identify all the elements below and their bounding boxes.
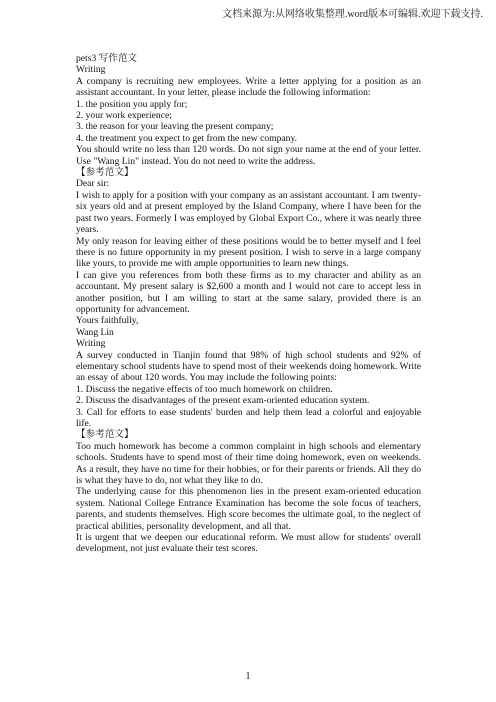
closing: Yours faithfully,: [76, 315, 139, 327]
paragraph: I wish to apply for a position with your company as an assistant accountant. I am twenty-six years old and at present employed by the Island Company, where I have been for the past two years. Formerly I was employed by Global Export Co., where it was nearly three years.: [76, 189, 421, 236]
requirement-item: 2. your work experience;: [76, 110, 172, 122]
sample-heading: 【参考范文】: [76, 167, 134, 179]
requirement-item: 3. the reason for your leaving the present company;: [76, 121, 274, 133]
paragraph: My only reason for leaving either of these positions would be to better myself and I feel there is no future opportunity in my present position. I wish to serve in a large company like yours, to provide me with ample opportunities to learn new things.: [76, 235, 421, 270]
task-prompt: A company is recruiting new employees. Write a letter applying for a position as an assistant accountant. In your letter, please include the following information:: [76, 75, 421, 99]
requirement-item: 1. Discuss the negative effects of too much homework on children.: [76, 383, 333, 395]
signature-name: Wang Lin: [76, 326, 114, 338]
requirement-item: 1. the position you apply for;: [76, 98, 188, 110]
task-prompt: A survey conducted in Tianjin found that 98% of high school students and 92% of elementary school students have to spend most of their weekends doing homework. Write an essay of about 120 words. You may include the following points:: [76, 349, 421, 384]
paragraph: It is urgent that we deepen our educational reform. We must allow for students' overall development, not just evaluate their test scores.: [76, 532, 421, 555]
sample-heading: 【参考范文】: [76, 429, 134, 441]
section-heading: Writing: [76, 338, 106, 350]
page-header: 文档来源为:从网络收集整理.word版本可编辑.欢迎下载支持.: [222, 9, 483, 20]
page-number: 1: [245, 671, 251, 682]
task-instruction: You should write no less than 120 words. Do not sign your name at the end of your letter. Use "Wang Lin" instead. You do not need to write the address.: [76, 144, 421, 167]
salutation: Dear sir:: [76, 178, 110, 190]
section-heading: Writing: [76, 64, 106, 76]
paragraph: I can give you references from both these firms as to my character and ability as an accountant. My present salary is $2,600 a month and I would not care to accept less in another position, but I am willing to start at the same salary, provided there is an opportunity for advancement.: [76, 269, 421, 315]
requirement-item: 4. the treatment you expect to get from the new company.: [76, 132, 298, 144]
doc-title: pets3 写作范文: [76, 53, 138, 64]
paragraph: Too much homework has become a common complaint in high schools and elementary schools. Students have to spend most of their time doing homework, even on weekends. As a result, they have no time for their hobbies, or for their parents or friends. All they do is what they have to do, not what they like to do.: [76, 440, 421, 487]
requirement-item: 3. Call for efforts to ease students' burden and help them lead a colorful and enjoyable life.: [76, 406, 421, 429]
document-body: [76, 53, 421, 555]
requirement-item: 2. Discuss the disadvantages of the present exam-oriented education system.: [76, 395, 370, 407]
paragraph: The underlying cause for this phenomenon lies in the present exam-oriented education system. National College Entrance Examination has become the sole focus of teachers, parents, and students themselves. High score becomes the ultimate goal, to the neglect of practical abilities, personality development, and all that.: [76, 486, 421, 532]
